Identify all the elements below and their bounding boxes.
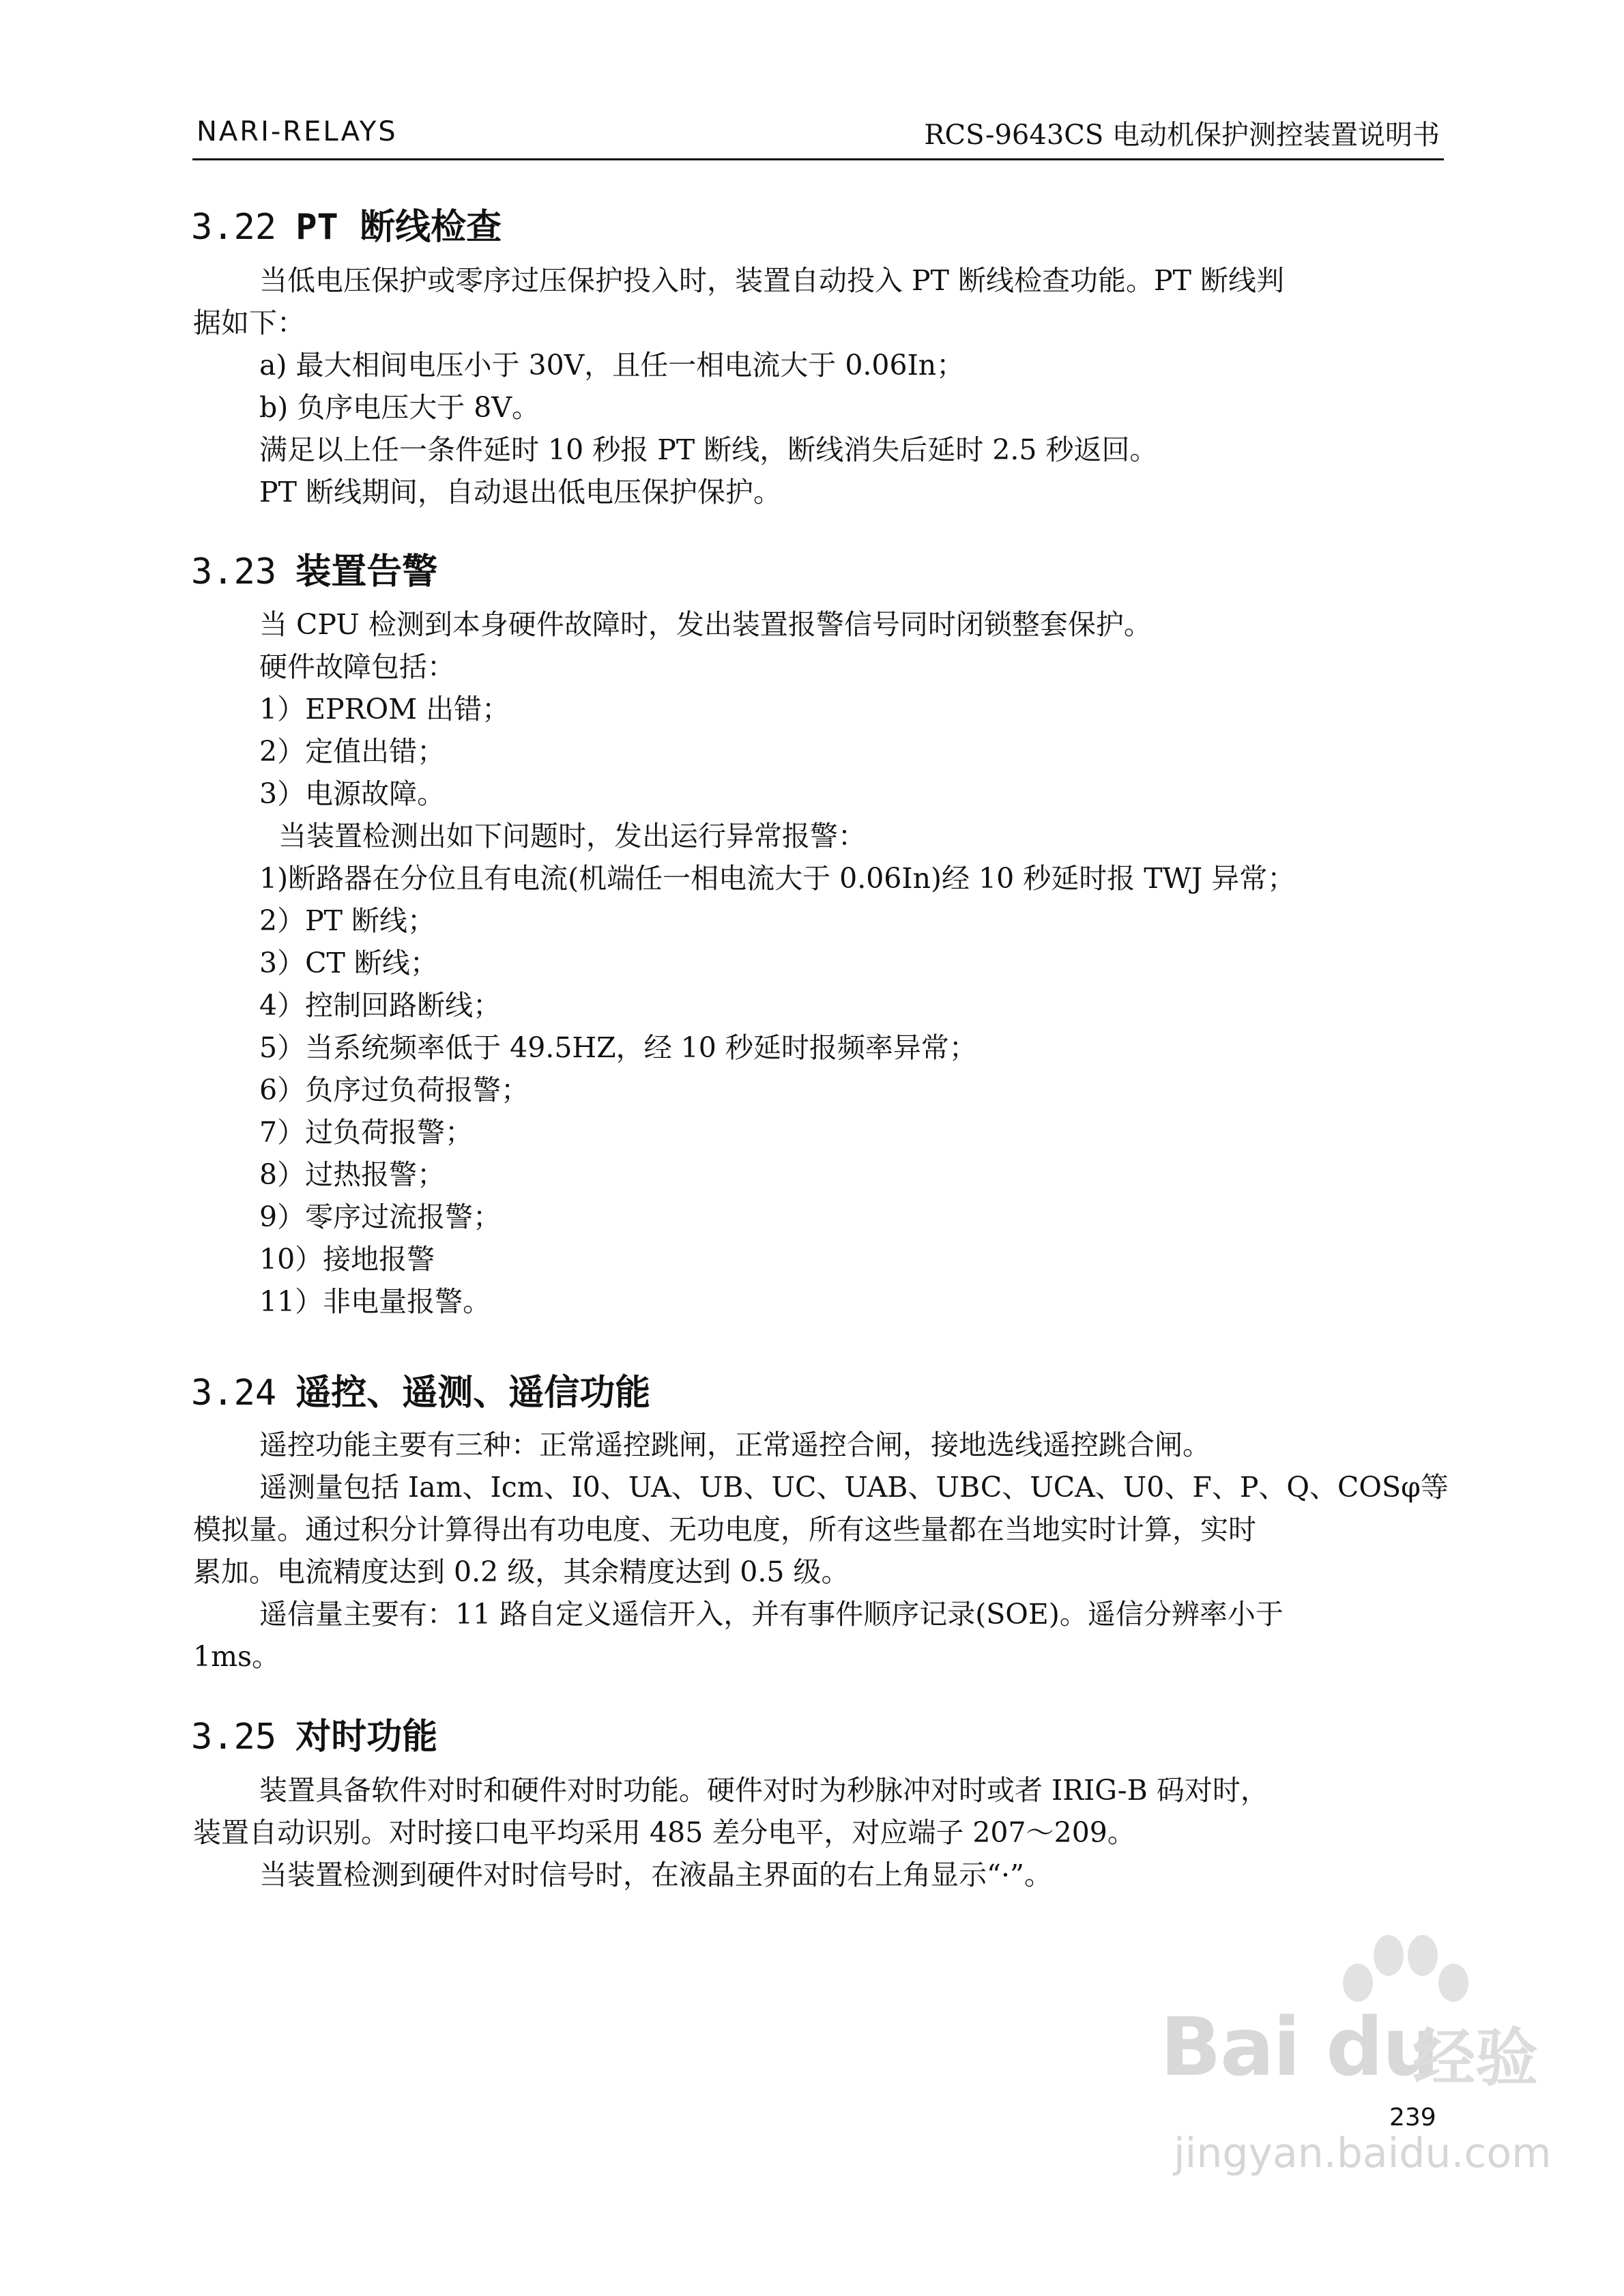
paragraph-line: 6）负序过负荷报警；: [259, 1074, 530, 1106]
section-title: PT 断线检查: [295, 207, 502, 248]
section-number: 3.24: [191, 1373, 277, 1414]
paragraph-line: 遥测量包括 Iam、Icm、I0、UA、UB、UC、UAB、UBC、UCA、U0、F、P、Q、COSφ等: [259, 1471, 1449, 1504]
section-title: 装置告警: [295, 551, 438, 592]
paragraph-line: 满足以上任一条件延时 10 秒报 PT 断线，断线消失后延时 2.5 秒返回。: [259, 433, 1158, 466]
section-heading: [191, 1364, 650, 1415]
paragraph-line: 3）CT 断线；: [259, 947, 438, 979]
paragraph-line: 当 CPU 检测到本身硬件故障时，发出装置报警信号同时闭锁整套保护。: [259, 608, 1152, 641]
page-number: 239: [1389, 2104, 1436, 2132]
section-number: 3.25: [191, 1717, 277, 1757]
paragraph-line: 5）当系统频率低于 49.5HZ，经 10 秒延时报频率异常；: [259, 1031, 977, 1064]
paw-icon: [1331, 1918, 1481, 2013]
paragraph-line: 8）过热报警；: [259, 1158, 446, 1191]
paragraph-line: 当装置检测出如下问题时，发出运行异常报警：: [278, 820, 866, 852]
paragraph-line: 3）电源故障。: [259, 777, 446, 810]
paragraph-line: 累加。电流精度达到 0.2 级，其余精度达到 0.5 级。: [193, 1555, 850, 1588]
header-right: RCS-9643CS 电动机保护测控装置说明书: [924, 119, 1440, 151]
watermark-brand: Bai du: [1160, 2000, 1438, 2094]
paragraph-line: b) 负序电压大于 8V。: [259, 391, 540, 424]
paragraph-line: 1)断路器在分位且有电流(机端任一相电流大于 0.06In)经 10 秒延时报 TWJ 异常；: [259, 862, 1296, 895]
header-rule: [192, 158, 1444, 160]
section-heading: [191, 198, 502, 249]
paragraph-line: a) 最大相间电压小于 30V，且任一相电流大于 0.06In；: [259, 349, 965, 382]
paragraph-line: 4）控制回路断线；: [259, 989, 502, 1022]
paragraph-line: 9）零序过流报警；: [259, 1201, 502, 1233]
section-heading: [191, 543, 437, 594]
paragraph-line: 硬件故障包括：: [259, 650, 455, 683]
paragraph-line: 遥控功能主要有三种：正常遥控跳闸，正常遥控合闸，接地选线遥控跳合闸。: [259, 1429, 1210, 1461]
paragraph-line: 装置自动识别。对时接口电平均采用 485 差分电平，对应端子 207～209。: [193, 1816, 1135, 1849]
paragraph-line: 当低电压保护或零序过压保护投入时，装置自动投入 PT 断线检查功能。PT 断线判: [259, 264, 1284, 297]
paragraph-line: 11）非电量报警。: [259, 1285, 491, 1318]
section-number: 3.22: [191, 207, 277, 248]
paragraph-line: 模拟量。通过积分计算得出有功电度、无功电度，所有这些量都在当地实时计算，实时: [193, 1513, 1256, 1546]
paragraph-line: 1ms。: [193, 1640, 280, 1673]
section-title: 遥控、遥测、遥信功能: [295, 1373, 651, 1414]
section-title: 对时功能: [295, 1717, 438, 1757]
paragraph-line: 2）定值出错；: [259, 735, 446, 768]
paragraph-line: 7）过负荷报警；: [259, 1116, 474, 1149]
paragraph-line: 遥信量主要有：11 路自定义遥信开入，并有事件顺序记录(SOE)。遥信分辨率小于: [259, 1598, 1284, 1631]
paragraph-line: 1）EPROM 出错；: [259, 693, 510, 726]
section-number: 3.23: [191, 551, 277, 592]
paragraph-line: 据如下：: [193, 306, 305, 339]
paragraph-line: 10）接地报警: [259, 1243, 435, 1276]
paragraph-line: 2）PT 断线；: [259, 904, 436, 937]
watermark-brand-cn: 经验: [1412, 2022, 1539, 2095]
baidu-jingyan-watermark: [1160, 2000, 1552, 2218]
paragraph-line: 当装置检测到硬件对时信号时，在液晶主界面的右上角显示“·”。: [259, 1859, 1052, 1891]
paragraph-line: PT 断线期间，自动退出低电压保护保护。: [259, 476, 781, 508]
header-left: NARI-RELAYS: [197, 116, 398, 147]
watermark-url: jingyan.baidu.com: [1174, 2129, 1552, 2177]
paragraph-line: 装置具备软件对时和硬件对时功能。硬件对时为秒脉冲对时或者 IRIG-B 码对时，: [259, 1774, 1268, 1807]
section-heading: [191, 1708, 437, 1759]
